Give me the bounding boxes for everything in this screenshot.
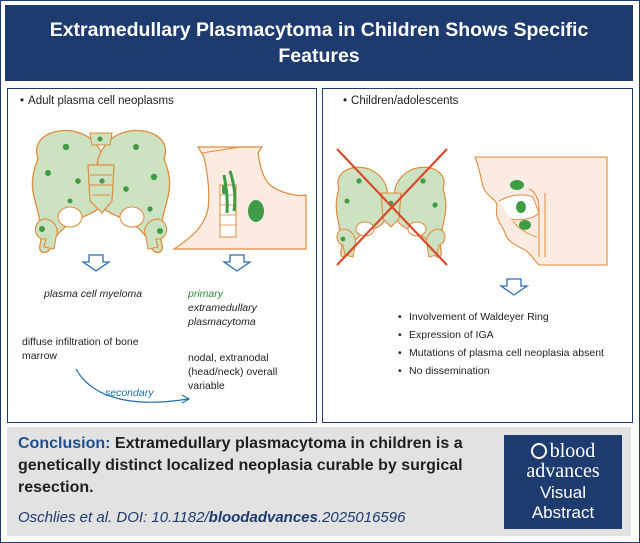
children-panel — [322, 88, 633, 423]
secondary-label: secondary — [105, 387, 154, 399]
logo-line2: advances — [526, 460, 600, 482]
logo-line1: blood — [549, 440, 596, 462]
feature-item: • Expression of IGA — [398, 329, 623, 342]
myeloma-label: plasma cell myeloma — [44, 288, 143, 300]
children-heading-text: Children/adolescents — [351, 95, 459, 107]
children-heading: • Children/adolescents — [343, 95, 459, 107]
conclusion-box — [7, 427, 631, 536]
down-arrow-icon — [501, 279, 527, 295]
logo-line4: Abstract — [531, 503, 595, 522]
feature-item: • Involvement of Waldeyer Ring — [398, 311, 623, 324]
blood-drop-icon — [531, 443, 547, 459]
features-list — [398, 311, 623, 383]
blood-advances-logo — [504, 435, 622, 529]
citation-id: .2025016596 — [317, 509, 406, 526]
title-banner — [5, 5, 633, 81]
citation-journal: bloodadvances — [208, 509, 318, 526]
adult-heading-text: Adult plasma cell neoplasms — [28, 95, 174, 107]
crossed-out-pelvis — [336, 149, 447, 265]
conclusion-body: Extramedullary plasmacytoma in children is a genetically distinct localized neoplasia curable by surgical resection. — [18, 435, 463, 496]
head-profile-waldeyer-ring — [475, 157, 607, 265]
citation — [18, 509, 405, 526]
logo-line3: Visual — [540, 483, 586, 502]
neck-lymph-node-illustration — [174, 147, 306, 249]
conclusion-text — [18, 433, 488, 499]
feature-item: • Mutations of plasma cell neoplasia absent — [398, 347, 623, 360]
pelvis-illustration — [32, 131, 169, 253]
conclusion-label: Conclusion: — [18, 435, 111, 452]
emp-description: nodal, extranodal (head/neck) overall variable — [188, 352, 278, 392]
emp-label: extramedullary plasmacytoma — [188, 302, 257, 328]
feature-item: • No dissemination — [398, 365, 623, 378]
page-title: Extramedullary Plasmacytoma in Children Shows Specific Features — [49, 19, 589, 67]
down-arrow-icon — [224, 255, 250, 271]
citation-authors: Oschlies et al. DOI: 10.1182/ — [18, 509, 209, 526]
primary-label: primary — [188, 288, 224, 300]
adult-panel — [7, 88, 317, 423]
down-arrow-icon — [83, 255, 109, 271]
adult-heading: • Adult plasma cell neoplasms — [20, 95, 174, 107]
myeloma-description: diffuse infiltration of bone marrow — [22, 336, 139, 362]
